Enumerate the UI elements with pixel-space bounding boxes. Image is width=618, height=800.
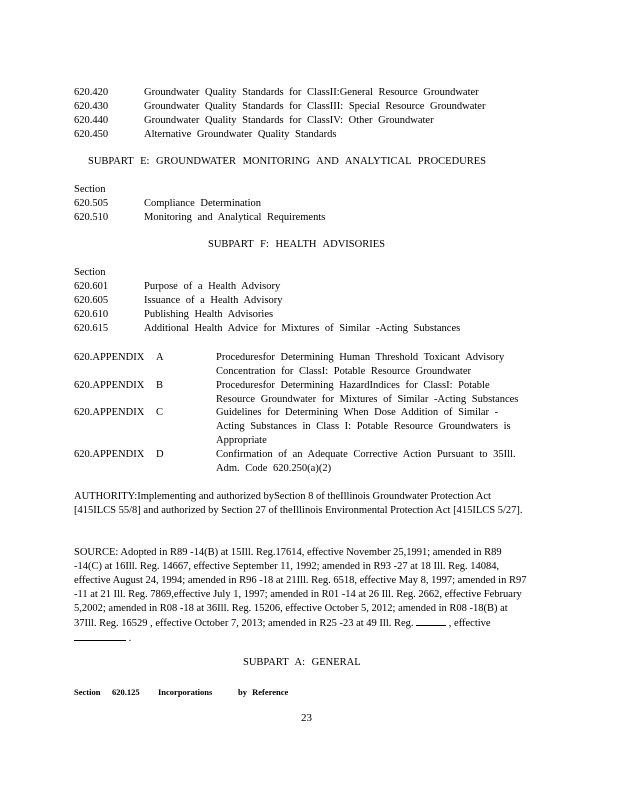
blank-line [416, 616, 446, 626]
section-number: 620.420 [74, 87, 109, 98]
appendix-id: 620.APPENDIX [74, 352, 145, 363]
section-title: Alternative Groundwater Quality Standards [144, 129, 337, 140]
section-title: Publishing Health Advisories [144, 309, 274, 320]
appendix-id: 620.APPENDIX [74, 380, 145, 391]
source-text: SOURCE: Adopted in R89 -14(B) at 15Ill. Reg.17614, effective November 25,1991; amended in R89 -14(C) at 16Ill. Reg. 14667, effective September 11, 1992; amended in R93 -27 at 18 Ill. Reg. 14084, effective August 24, 1994; amended in R96 -18 at 21Ill. Reg. 6518, effective May 8, 1997; amended in R97 -11 at 21 Ill. Reg. 7869,effective July 1, 1997; amended in R01 -14 at 26 Ill. Reg. 2662, effective February 5,2002; amended in R08 -18 at 36Ill. Reg. 15206, effective October 5, 2012; amended in R08 -18(B) at 37Ill. Reg. 16529 , effective October 7, 2013; amended in R25 -23 at 49 Ill. Reg. [74, 547, 527, 629]
appendix-letter: B [156, 380, 164, 391]
appendix-id: 620.APPENDIX [74, 449, 145, 460]
section-line-number: 620.125 [112, 687, 140, 697]
section-number: 620.615 [74, 323, 109, 334]
appendix-letter: A [156, 352, 164, 363]
section-line-title2: by Reference [238, 687, 289, 697]
subpart-f-heading: SUBPART F: HEALTH ADVISORIES [208, 239, 385, 250]
section-number: 620.440 [74, 115, 109, 126]
appendix-description: Guidelines for Determining When Dose Addition of Similar - Acting Substances in Class I: Potable Resource Groundwaters is Appropriate [216, 407, 511, 446]
source-mid-text: , effective [448, 618, 491, 629]
section-number: 620.610 [74, 309, 109, 320]
section-line-title: Incorporations [158, 687, 213, 697]
section-number: 620.601 [74, 281, 109, 292]
section-title: Groundwater Quality Standards for ClassII:General Resource Groundwater [144, 87, 479, 98]
subpart-a-heading: SUBPART A: GENERAL [243, 657, 361, 668]
section-number: 620.450 [74, 129, 109, 140]
section-title: Groundwater Quality Standards for ClassIV: Other Groundwater [144, 115, 434, 126]
source-paragraph [74, 546, 529, 646]
section-label-text: Section [74, 267, 106, 278]
appendix-letter: C [156, 407, 164, 418]
appendix-letter: D [156, 449, 164, 460]
appendix-description: Proceduresfor Determining Human Threshold Toxicant Advisory Concentration for ClassI: Potable Resource Groundwater [216, 352, 505, 377]
section-title: Additional Health Advice for Mixtures of Similar -Acting Substances [144, 323, 461, 334]
section-number: 620.605 [74, 295, 109, 306]
section-label [74, 183, 106, 197]
section-number: 620.505 [74, 198, 109, 209]
source-end-text: . [128, 633, 132, 644]
section-title: Groundwater Quality Standards for ClassIII: Special Resource Groundwater [144, 101, 486, 112]
subpart-e-heading: SUBPART E: GROUNDWATER MONITORING AND ANALYTICAL PROCEDURES [88, 156, 487, 167]
authority-paragraph: AUTHORITY:Implementing and authorized bySection 8 of theIllinois Groundwater Protection Act [415ILCS 55/8] and authorized by Section 27 of theIllinois Environmental Protection Act [415ILCS 5/27]. [74, 491, 523, 516]
section-number: 620.430 [74, 101, 109, 112]
section-number: 620.510 [74, 212, 109, 223]
section-title: Monitoring and Analytical Requirements [144, 212, 326, 223]
page-number: 23 [301, 712, 312, 724]
section-title: Issuance of a Health Advisory [144, 295, 283, 306]
section-label [74, 266, 106, 280]
appendix-description: Confirmation of an Adequate Corrective Action Pursuant to 35Ill. Adm. Code 620.250(a)(2) [216, 449, 516, 474]
appendix-description: Proceduresfor Determining HazardIndices for ClassI: Potable Resource Groundwater for Mixtures of Similar -Acting Substances [216, 380, 519, 405]
section-title: Compliance Determination [144, 198, 262, 209]
section-line-label: Section [74, 687, 101, 697]
section-label-text: Section [74, 184, 106, 195]
blank-line [74, 631, 126, 641]
appendix-id: 620.APPENDIX [74, 407, 145, 418]
section-title: Purpose of a Health Advisory [144, 281, 281, 292]
